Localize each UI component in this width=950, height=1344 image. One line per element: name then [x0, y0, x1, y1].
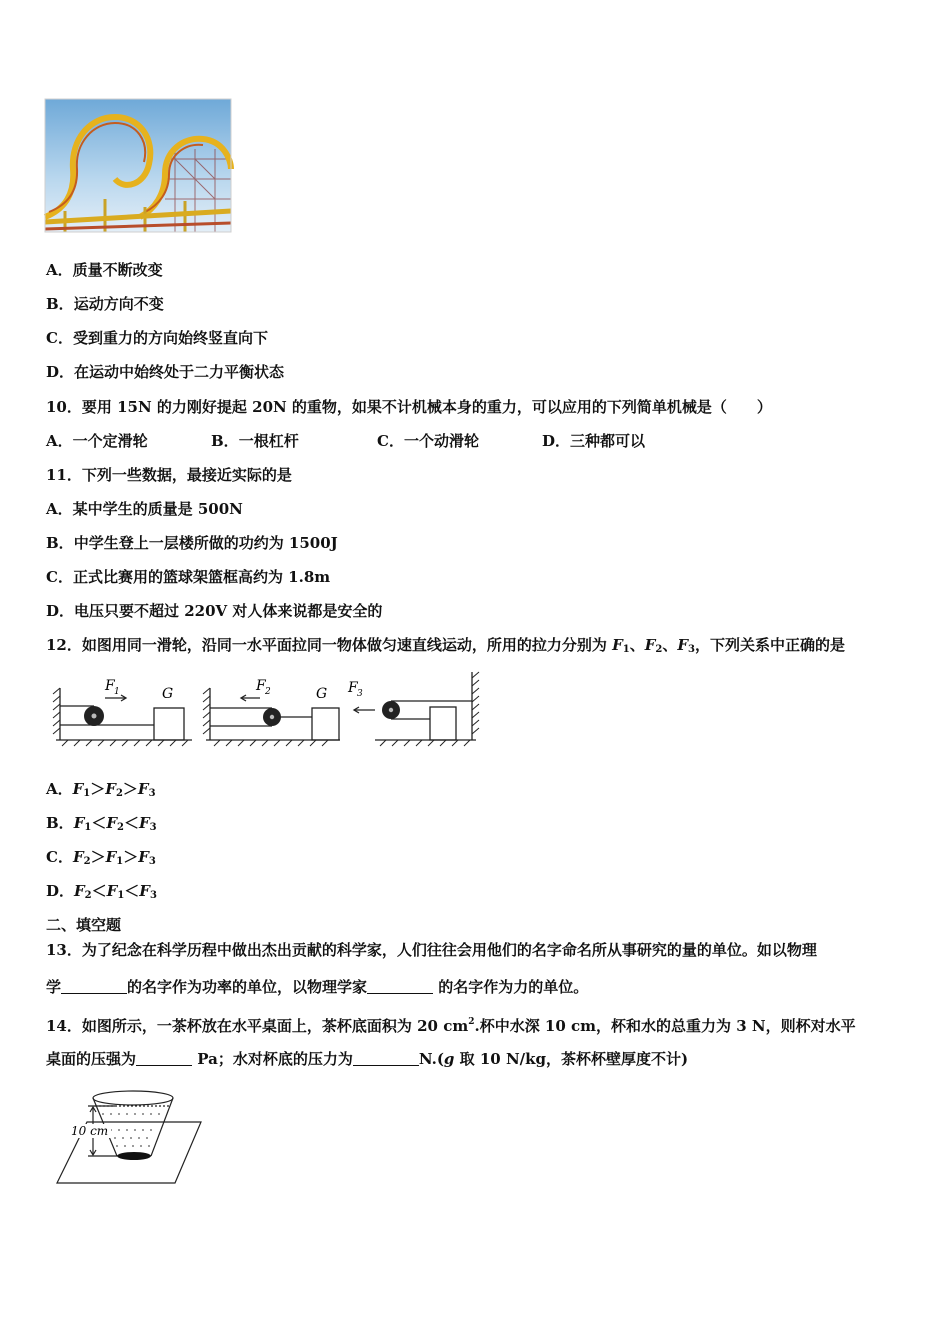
q14-blank-2[interactable]	[353, 1051, 419, 1066]
q13-blank-1[interactable]	[61, 979, 127, 994]
q12-option-b: B．$F_1<F_2<F_3$	[46, 814, 157, 833]
q9-option-c: C．受到重力的方向始终竖直向下	[46, 329, 268, 347]
q10-options	[46, 431, 645, 451]
q11-option-d: D．电压只要不超过 220V 对人体来说都是安全的	[46, 602, 383, 620]
pulley-label-f1-sub: 1	[114, 687, 120, 697]
pulley-figure	[50, 670, 495, 755]
q11-stem: 11．下列一些数据，最接近实际的是	[46, 466, 292, 484]
q9-option-a: A．质量不断改变	[46, 261, 163, 279]
roller-coaster-photo	[45, 99, 231, 232]
q10-option-c: C．一个动滑轮	[377, 432, 479, 450]
section-title: 二、填空题	[46, 916, 122, 934]
q11-option-a: A．某中学生的质量是 500N	[46, 500, 243, 518]
pulley-label-g1: G	[162, 686, 174, 702]
q13-blank-2[interactable]	[367, 979, 433, 994]
pulley-label-f1: F	[105, 678, 115, 694]
q10-stem: 10．要用 15N 的力刚好提起 20N 的重物，如果不计机械本身的重力，可以应用的下列简单机械是（ ）	[46, 398, 772, 416]
teacup-figure	[55, 1088, 205, 1186]
q10-option-a: A．一个定滑轮	[46, 432, 148, 450]
pulley-label-f3: F	[348, 680, 358, 696]
q9-option-d: D．在运动中始终处于二力平衡状态	[46, 363, 285, 381]
q13-line2: 学 的名字作为功率的单位，以物理学家 的名字作为力的单位。	[46, 978, 589, 996]
q14-blank-1[interactable]	[136, 1051, 192, 1066]
pulley-label-f2: F	[256, 678, 266, 694]
q11-option-b: B．中学生登上一层楼所做的功约为 1500J	[46, 534, 338, 552]
q14-line2: 桌面的压强为 Pa；水对杯底的压力为 N.(g 取 10 N/kg，茶杯杯壁厚度不计)	[46, 1050, 689, 1068]
pulley-label-f3-sub: 3	[357, 689, 363, 699]
q13-line1: 13．为了纪念在科学历程中做出杰出贡献的科学家，人们往往会用他们的名字命名所从事研究的量的单位。如以物理	[46, 941, 817, 959]
q12-option-a: A．$F_1>F_2>F_3$	[46, 780, 156, 799]
q10-option-d: D．三种都可以	[542, 432, 646, 450]
pulley-label-f2-sub: 2	[265, 687, 271, 697]
q12-option-c: C．$F_2>F_1>F_3$	[46, 848, 156, 867]
q9-option-b: B．运动方向不变	[46, 295, 164, 313]
q12-option-d: D．$F_2<F_1<F_3$	[46, 882, 157, 901]
q11-option-c: C．正式比赛用的篮球架篮框高约为 1.8m	[46, 568, 331, 586]
q10-option-b: B．一根杠杆	[211, 432, 299, 450]
q12-stem: 12．如图用同一滑轮，沿同一水平面拉同一物体做匀速直线运动，所用的拉力分别为 $F_1$、$F_2$、$F_3$，下列关系中正确的是	[46, 636, 846, 655]
q14-line1: 14．如图所示，一茶杯放在水平桌面上，茶杯底面积为 20 $cm^2$.杯中水深 10 cm，杯和水的总重力为 3 N，则杯对水平	[46, 1017, 856, 1035]
pulley-label-g2: G	[316, 686, 328, 702]
teacup-depth-label: 10 cm	[71, 1124, 109, 1138]
